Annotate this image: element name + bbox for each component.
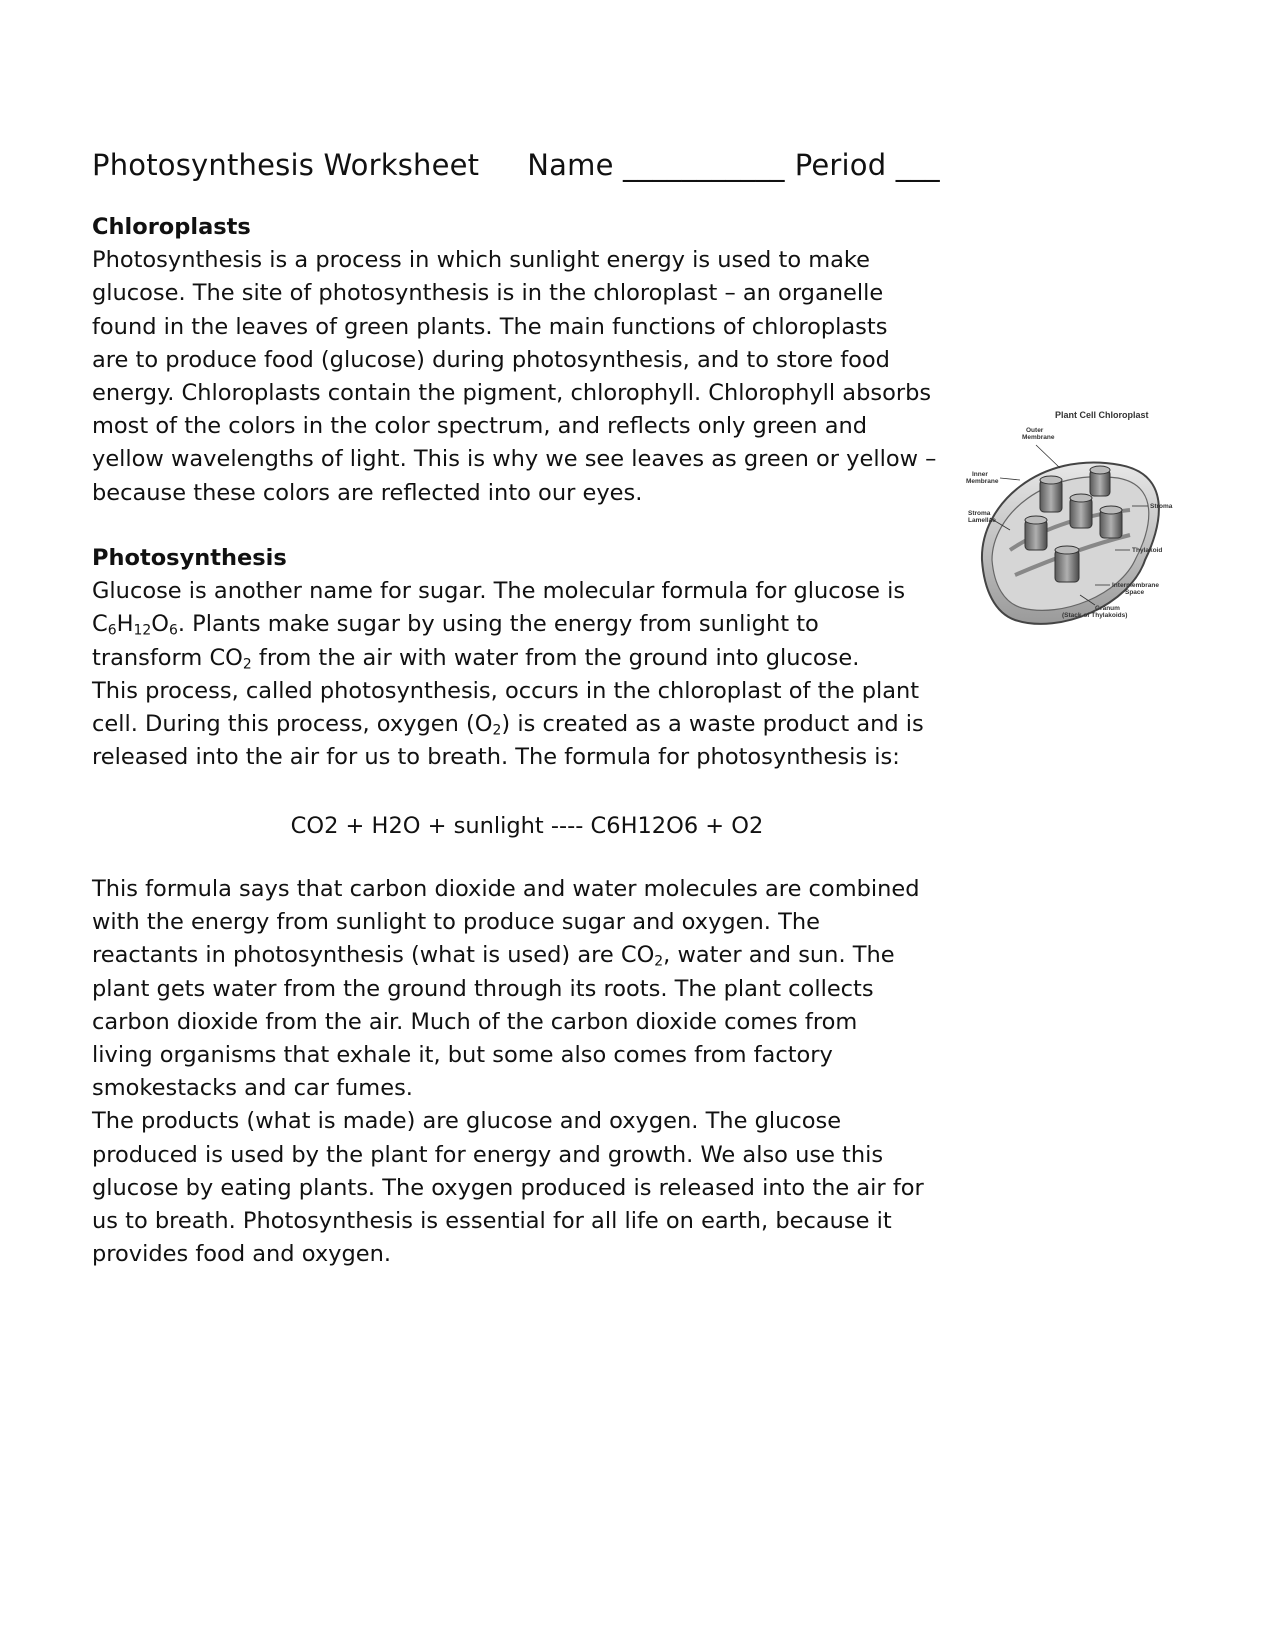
paragraph-line: plant gets water from the ground through its roots. The plant collects (92, 975, 874, 1002)
granum-stack (1040, 476, 1062, 512)
chloroplast-diagram (966, 410, 1200, 660)
figure-title: Plant Cell Chloroplast (1055, 410, 1149, 420)
photosynthesis-equation: CO2 + H2O + sunlight ---- C6H12O6 + O2 (290, 813, 764, 839)
intermembrane-label: Intermembrane (1112, 582, 1159, 589)
paragraph-line: The products (what is made) are glucose and oxygen. The glucose (92, 1108, 842, 1135)
paragraph-line: us to breath. Photosynthesis is essential for all life on earth, because it (92, 1207, 892, 1234)
paragraph-line: This formula says that carbon dioxide and water molecules are combined (92, 876, 920, 902)
stroma-label: Stroma (1150, 503, 1173, 510)
explanation-section (92, 873, 962, 1271)
period-field: Period ___ (794, 148, 940, 182)
paragraph-line: This process, called photosynthesis, occurs in the chloroplast of the plant (92, 677, 920, 704)
paragraph-line: produced is used by the plant for energy and growth. We also use this (92, 1141, 884, 1168)
paragraph-line: energy. Chloroplasts contain the pigment, chlorophyll. Chlorophyll absorbs (92, 379, 932, 406)
worksheet-header (92, 148, 962, 182)
svg-text:Space: Space (1125, 589, 1145, 596)
photosynthesis-section (92, 542, 962, 774)
paragraph-line: with the energy from sunlight to produce sugar and oxygen. The (92, 909, 820, 936)
chloroplasts-heading: Chloroplasts (92, 214, 251, 240)
paragraph-line: $C_6H_{12}O_6$. Plants make sugar by using the energy from sunlight to (92, 611, 819, 639)
paragraph-line: living organisms that exhale it, but some also comes from factory (92, 1041, 833, 1068)
svg-text:(Stack of Thylakoids): (Stack of Thylakoids) (1062, 612, 1128, 619)
glucose-formula: $C_6H_{12}O_6$ (92, 611, 178, 639)
paragraph-line: found in the leaves of green plants. The main functions of chloroplasts (92, 313, 888, 340)
outer-membrane-label: Outer (1026, 427, 1044, 434)
photosynthesis-heading: Photosynthesis (92, 545, 287, 571)
worksheet-title: Photosynthesis Worksheet (92, 148, 480, 182)
granum-label: Granum (1095, 605, 1120, 612)
paragraph-line: are to produce food (glucose) during photosynthesis, and to store food (92, 346, 890, 373)
inner-membrane-label: Inner (972, 471, 988, 478)
paragraph-line: glucose by eating plants. The oxygen produced is released into the air for (92, 1174, 924, 1201)
granum-stack (1100, 506, 1122, 538)
svg-text:Membrane: Membrane (966, 478, 999, 485)
chloroplast-illustration (982, 462, 1159, 623)
paragraph-line: carbon dioxide from the air. Much of the carbon dioxide comes from (92, 1008, 858, 1035)
paragraph-line: reactants in photosynthesis (what is used) are $CO_2$, water and sun. The (92, 942, 895, 970)
thylakoid-label: Thylakoid (1132, 547, 1163, 554)
svg-text:Lamellae: Lamellae (968, 517, 996, 524)
paragraph-line: glucose. The site of photosynthesis is in the chloroplast – an organelle (92, 280, 884, 307)
paragraph-line: Glucose is another name for sugar. The molecular formula for glucose is (92, 578, 906, 605)
stroma-lamellae-label: Stroma (968, 510, 991, 517)
paragraph-line: cell. During this process, oxygen $(O_2)$ is created as a waste product and is (92, 710, 924, 739)
granum-stack (1055, 546, 1079, 582)
name-field: Name ___________ (527, 148, 785, 182)
paragraph-line: released into the air for us to breath. The formula for photosynthesis is: (92, 744, 900, 771)
paragraph-line: most of the colors in the color spectrum, and reflects only green and (92, 413, 868, 440)
granum-stack (1090, 466, 1110, 496)
granum-stack (1070, 494, 1092, 528)
chloroplasts-section (92, 211, 962, 510)
paragraph-line: yellow wavelengths of light. This is why we see leaves as green or yellow – (92, 446, 937, 473)
svg-text:Membrane: Membrane (1022, 434, 1055, 441)
paragraph-line: Photosynthesis is a process in which sunlight energy is used to make (92, 247, 871, 274)
granum-stack (1025, 516, 1047, 550)
paragraph-line: provides food and oxygen. (92, 1241, 391, 1268)
paragraph-line: transform $CO_2$ from the air with water from the ground into glucose. (92, 644, 860, 673)
paragraph-line: because these colors are reflected into our eyes. (92, 479, 643, 506)
paragraph-line: smokestacks and car fumes. (92, 1075, 413, 1102)
